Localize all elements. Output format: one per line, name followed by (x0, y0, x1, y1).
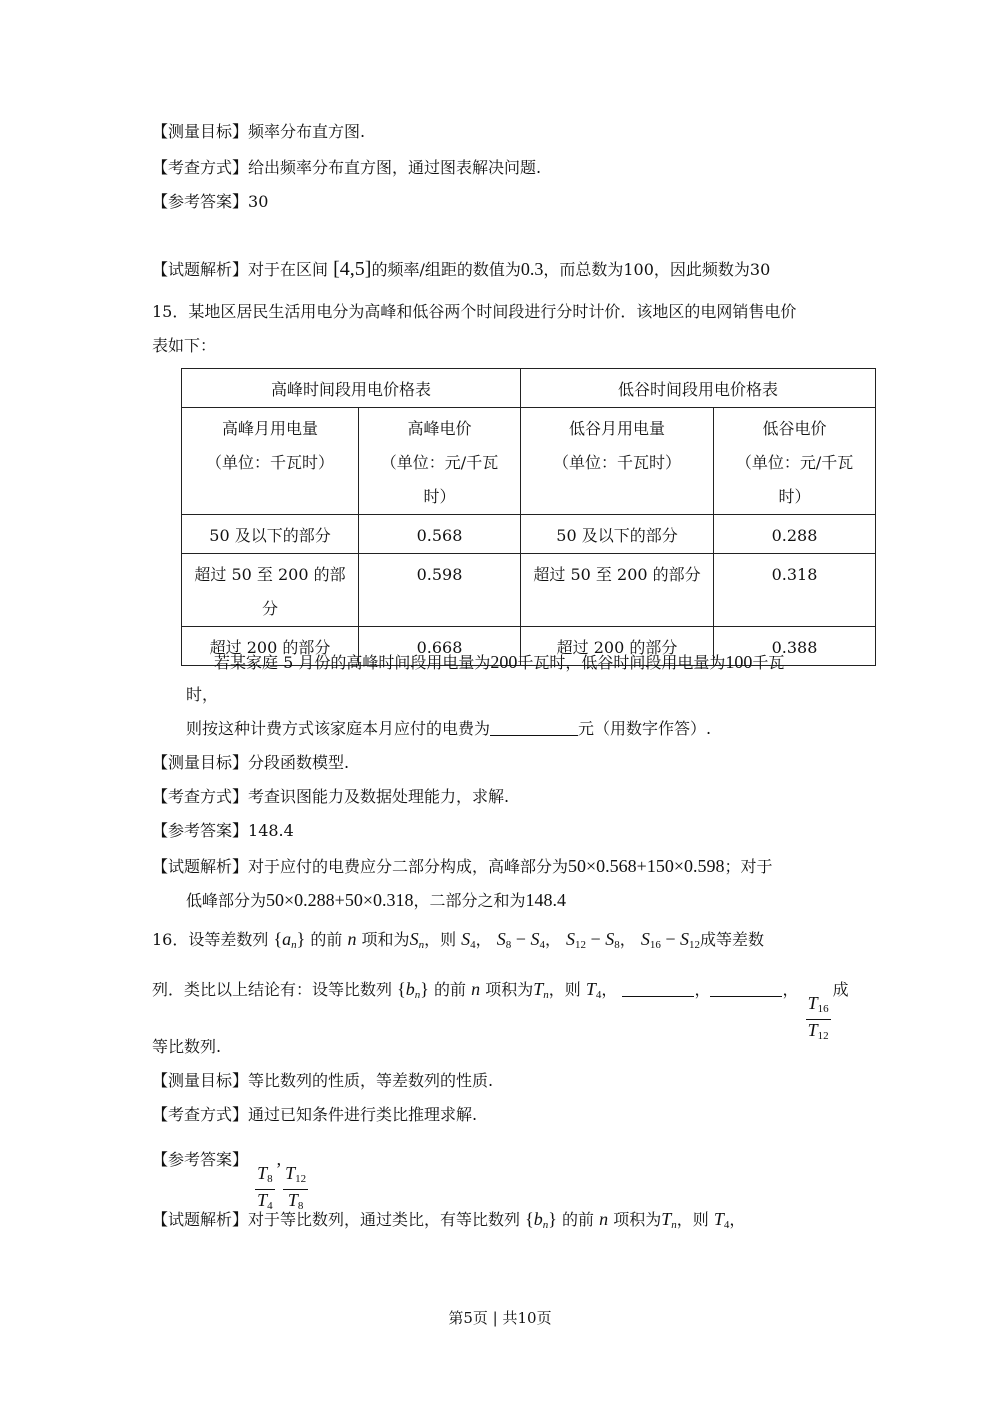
table-header-valley: 低谷时间段用电价格表 (521, 369, 876, 408)
peak-amount-value: 200 (490, 652, 518, 672)
table-cell-text: 超过 50 至 200 的部 (194, 565, 346, 584)
analysis-text: 对于应付的电费应分二部分构成，高峰部分为 (248, 857, 569, 876)
column-header-unit: （单位：千瓦时） (553, 453, 682, 472)
table-row (182, 554, 876, 627)
fraction-t12-t8: $\frac{T_{12}}{T_8}$ (285, 1163, 307, 1212)
column-header-text: 高峰月用电量 (221, 419, 318, 438)
separator: ， (782, 980, 799, 999)
condition-text: 若某家庭 5 月份的高峰时间段用电量为 (214, 653, 491, 672)
analysis-line-15-cont (186, 889, 566, 912)
question-15-condition-cont: 时， (186, 685, 219, 704)
column-header-unit: （单位：元/千瓦 (380, 453, 499, 472)
method-text: 通过已知条件进行类比推理求解. (248, 1105, 478, 1124)
question-16-stem-cont (152, 978, 849, 1046)
valley-amount-value: 100 (725, 652, 753, 672)
stem-text: 成等差数 (699, 930, 764, 949)
interval-expression: [4,5] (333, 258, 372, 280)
separator: ， (619, 930, 636, 949)
column-header-valley-price (714, 408, 876, 515)
stem-text: 项和为 (361, 930, 410, 949)
peak-cost-expression: 50×0.568+150×0.598 (568, 856, 725, 876)
method-line-15 (152, 786, 509, 808)
method-label: 【考查方式】 (152, 787, 249, 806)
method-text: 考查识图能力及数据处理能力，求解. (248, 787, 510, 806)
analysis-text: 项积为 (613, 1210, 662, 1229)
diff-s12-s8: $S_{12} - S_8$ (566, 929, 620, 951)
analysis-line-15 (152, 855, 773, 878)
goal-label: 【测量目标】 (152, 122, 249, 141)
table-cell: 50 及以下的部分 (182, 515, 359, 554)
separator: ， (729, 1210, 746, 1229)
product-tn: $T_n$ (661, 1209, 677, 1231)
column-header-unit: 时） (778, 487, 811, 506)
sequence-an: $\{a_n\}$ (273, 929, 306, 951)
column-header-text: 低谷月用电量 (569, 419, 666, 438)
table-cell-text: 分 (261, 599, 278, 618)
stem-text: ，则 (548, 980, 581, 999)
answer-blank (490, 719, 578, 736)
total-cost-value: 148.4 (525, 890, 566, 910)
fraction-t8-t4: $\frac{T_8}{T_4}$ (257, 1163, 273, 1212)
table-cell: 超过 200 的部分 (521, 627, 714, 666)
analysis-text: 的频率/组距的数值为 (371, 260, 521, 279)
stem-text: 列．类比以上结论有：设等比数列 (152, 980, 393, 999)
table-cell: 0.388 (714, 627, 876, 666)
answer-text: 148.4 (248, 821, 294, 840)
column-header-valley-amount (521, 408, 714, 515)
answer-text: 30 (248, 192, 269, 211)
table-cell: 0.598 (359, 554, 521, 627)
ask-text: 元（用数字作答）. (578, 719, 712, 738)
condition-text: 千瓦时，低谷时间段用电量为 (517, 653, 726, 672)
product-t4: $T_4$ (713, 1209, 730, 1231)
goal-text: 等比数列的性质，等差数列的性质. (248, 1071, 494, 1090)
product-t4: $T_4$ (585, 979, 602, 1001)
goal-line-16 (152, 1070, 493, 1092)
goal-line-15 (152, 752, 349, 774)
table-cell: 50 及以下的部分 (521, 515, 714, 554)
column-header-unit: （单位：元/千瓦 (735, 453, 854, 472)
analysis-line-14 (152, 258, 770, 281)
question-15-stem-cont: 表如下： (152, 336, 217, 355)
method-text: 给出频率分布直方图，通过图表解决问题. (248, 158, 542, 177)
question-16-stem (152, 928, 764, 956)
stem-text: 成 (832, 980, 849, 999)
separator: ， (694, 980, 711, 999)
table-row (182, 515, 876, 554)
goal-line-14 (152, 121, 365, 143)
diff-s8-s4: $S_8 - S_4$ (496, 929, 545, 951)
method-line-14 (152, 157, 541, 179)
goal-text: 分段函数模型. (248, 753, 350, 772)
table-cell: 超过 200 的部分 (182, 627, 359, 666)
question-15-condition (214, 651, 784, 674)
column-header-text: 低谷电价 (762, 419, 827, 438)
separator: ， (544, 930, 561, 949)
table-cell: 超过 50 至 200 的部分 (521, 554, 714, 627)
column-header-unit: （单位：千瓦时） (205, 453, 334, 472)
analysis-text: ，而总数为100，因此频数为30 (543, 260, 771, 279)
analysis-label: 【试题解析】 (152, 1210, 249, 1229)
answer-line-14 (152, 191, 268, 213)
separator: , (276, 1149, 282, 1169)
page-footer: 第5页 | 共10页 (448, 1309, 552, 1327)
question-15-ask (186, 718, 711, 740)
stem-text: 项积为 (485, 980, 534, 999)
analysis-text: ，则 (676, 1210, 709, 1229)
sum-sn: $S_n$ (409, 929, 425, 951)
stem-text: 16．设等差数列 (152, 930, 269, 949)
separator: ， (475, 930, 492, 949)
goal-label: 【测量目标】 (152, 1071, 249, 1090)
table-header-peak: 高峰时间段用电价格表 (182, 369, 521, 408)
question-15-stem: 15．某地区居民生活用电分为高峰和低谷两个时间段进行分时计价．该地区的电网销售电价 (152, 302, 797, 321)
answer-label: 【参考答案】 (152, 192, 249, 211)
sequence-bn: $\{b_n\}$ (525, 1209, 557, 1231)
analysis-text: 对于在区间 (248, 260, 329, 279)
variable-n: n (471, 979, 481, 999)
column-header-unit: 时） (423, 487, 456, 506)
variable-n: n (347, 929, 357, 949)
valley-cost-expression: 50×0.288+50×0.318 (266, 890, 414, 910)
method-line-16 (152, 1104, 477, 1126)
analysis-text: 对于等比数列，通过类比，有等比数列 (248, 1210, 521, 1229)
variable-n: n (599, 1209, 609, 1229)
column-header-text: 高峰电价 (407, 419, 472, 438)
table-cell: 0.668 (359, 627, 521, 666)
product-tn: $T_n$ (533, 979, 549, 1001)
stem-text: ，则 (424, 930, 457, 949)
analysis-text: 低峰部分为 (186, 891, 267, 910)
ask-text: 则按这种计费方式该家庭本月应付的电费为 (186, 719, 491, 738)
sequence-bn: $\{b_n\}$ (397, 979, 429, 1001)
answer-label: 【参考答案】 (152, 821, 249, 840)
method-label: 【考查方式】 (152, 1105, 249, 1124)
answer-line-15 (152, 820, 294, 842)
column-header-peak-amount (182, 408, 359, 515)
table-cell: 0.288 (714, 515, 876, 554)
condition-text: 千瓦 (752, 653, 785, 672)
goal-label: 【测量目标】 (152, 753, 249, 772)
table-cell: 0.568 (359, 515, 521, 554)
diff-s16-s12: $S_{16} - S_{12}$ (640, 929, 700, 951)
fraction-t16-t12: $\frac{T_{16}}{T_{12}}$ (807, 993, 829, 1042)
analysis-label: 【试题解析】 (152, 260, 249, 279)
sum-s4: $S_4$ (461, 929, 476, 951)
table-cell (182, 554, 359, 627)
stem-text: 的前 (310, 930, 343, 949)
answer-label: 【参考答案】 (152, 1150, 249, 1169)
table-cell: 0.318 (714, 554, 876, 627)
analysis-text: ；对于 (724, 857, 773, 876)
analysis-label: 【试题解析】 (152, 857, 249, 876)
question-16-stem-end: 等比数列. (152, 1037, 222, 1056)
analysis-line-16 (152, 1208, 745, 1236)
analysis-text: 的前 (562, 1210, 595, 1229)
method-label: 【考查方式】 (152, 158, 249, 177)
answer-blank-2 (710, 980, 782, 997)
answer-blank-1 (622, 980, 694, 997)
stem-text: 的前 (433, 980, 466, 999)
analysis-text: ，二部分之和为 (413, 891, 526, 910)
separator: ， (601, 980, 618, 999)
column-header-peak-price (359, 408, 521, 515)
answer-line-16 (152, 1148, 310, 1216)
value-expression: 0.3 (520, 259, 544, 279)
goal-text: 频率分布直方图. (248, 122, 366, 141)
electricity-price-table (181, 368, 876, 666)
